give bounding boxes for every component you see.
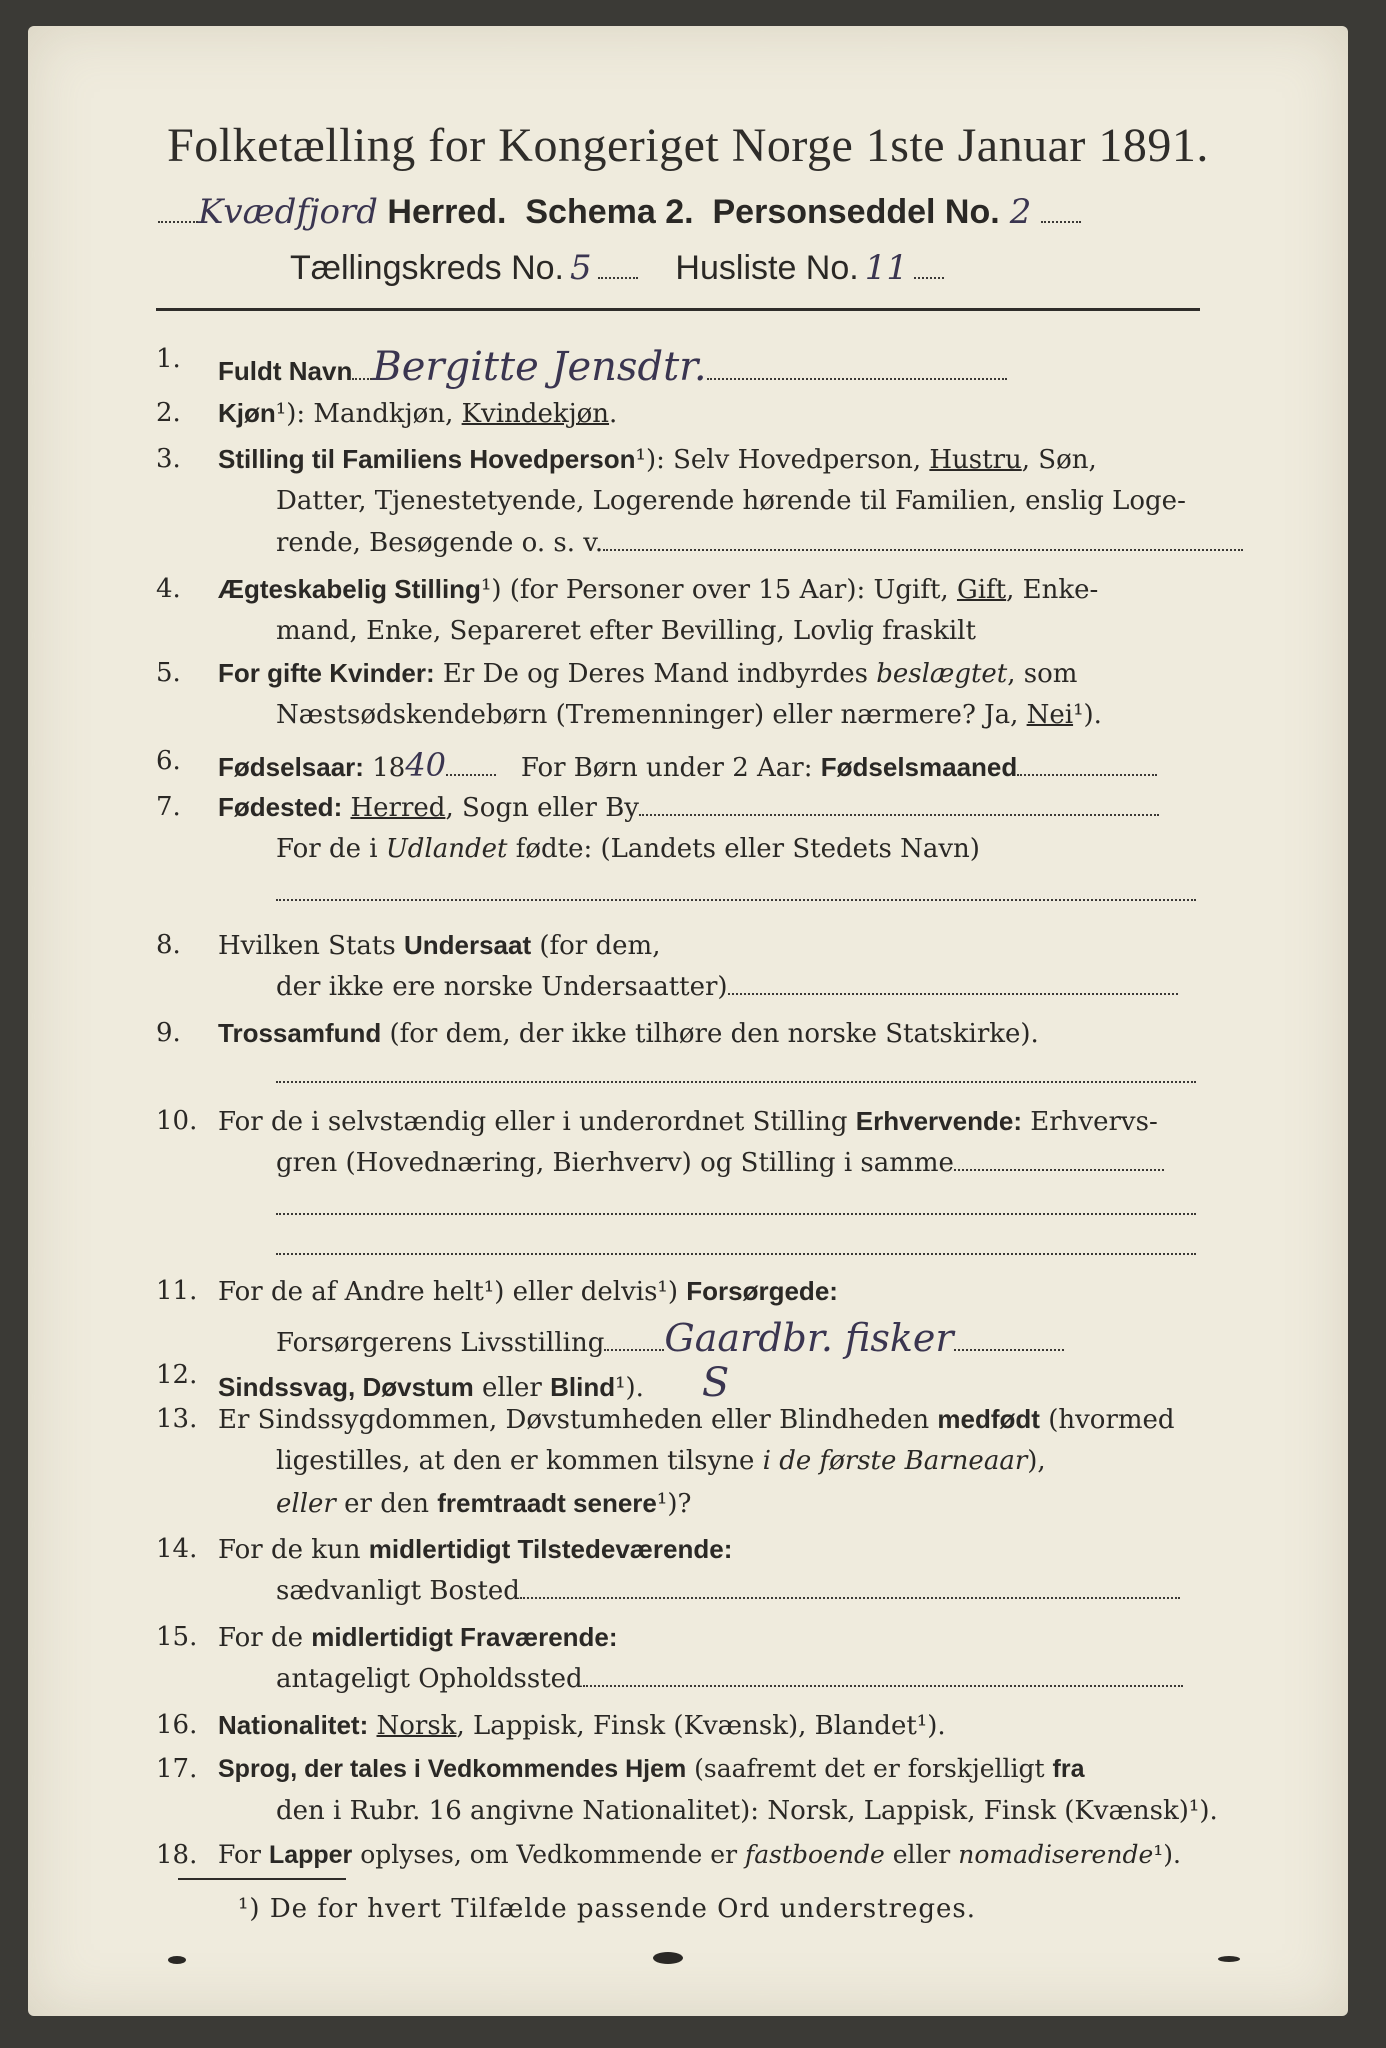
item-number: 9. <box>156 1018 181 1048</box>
husliste-number: 11 <box>864 248 908 288</box>
personseddel-label: Personseddel No. <box>712 193 1000 231</box>
ink-mark <box>1218 1956 1240 1962</box>
item-text-end: ¹). <box>1073 700 1102 730</box>
item-number: 4. <box>156 574 181 604</box>
item-text-line-end: fødte: (Landets eller Stedets Navn) <box>507 834 980 864</box>
year-value: 40 <box>405 746 447 784</box>
item-text: For de i selvstændig eller i underordnet Stilling <box>218 1107 856 1137</box>
item-label: Undersaat <box>403 930 532 960</box>
item-number: 17. <box>156 1754 198 1784</box>
item-text: For Børn under 2 Aar: <box>520 753 821 783</box>
footnote-divider <box>178 1878 346 1880</box>
item-text: , Sogn eller By <box>445 793 639 823</box>
item-text-rest: (hvormed <box>1039 1405 1175 1435</box>
item-number: 18. <box>156 1840 198 1870</box>
schema-label: Schema 2. <box>525 193 694 231</box>
item-label: Sindssvag, Døvstum <box>218 1372 474 1402</box>
item-label-2: fra <box>1052 1755 1085 1783</box>
item-text-line: Datter, Tjenestetyende, Logerende hørende til Familien, enslig Loge- <box>276 486 1186 516</box>
item-text-rest: , Søn, <box>1021 445 1097 475</box>
item-text-line: er den <box>335 1489 438 1519</box>
item-label: Ægteskabelig Stilling <box>218 574 481 604</box>
item-text-line: Næstsødskendebørn (Tremenninger) eller nærmere? Ja, <box>276 700 1027 730</box>
item-text-rest: (for dem, <box>531 931 661 961</box>
selected-option: Norsk <box>376 1711 457 1741</box>
item-text-line: For de i <box>276 834 386 864</box>
selected-option: Kvindekjøn <box>461 399 610 429</box>
item-text: Er Sindssygdommen, Døvstumheden eller Blindheden <box>218 1405 938 1435</box>
item-text-line: sædvanligt Bosted <box>276 1576 520 1606</box>
item-italic: Udlandet <box>385 834 508 864</box>
item-number: 13. <box>156 1404 198 1434</box>
item-label: Sprog, der tales i Vedkommendes Hjem <box>218 1755 687 1783</box>
taellingskreds-number: 5 <box>569 248 592 288</box>
item-number: 10. <box>156 1106 198 1136</box>
item-number: 8. <box>156 930 181 960</box>
item-label: Kjøn <box>218 398 276 428</box>
item-number: 15. <box>156 1622 198 1652</box>
selected-option: Hustru <box>929 445 1022 475</box>
item-label: Forsørgede: <box>686 1276 838 1306</box>
item-text-rest: , Enke- <box>1006 575 1099 605</box>
item-text-line: rende, Besøgende o. s. v. <box>276 528 604 558</box>
item-label: Lapper <box>268 1841 353 1869</box>
item-number: 1. <box>156 344 181 374</box>
item-text: For de af Andre helt¹) eller delvis¹) <box>218 1277 687 1307</box>
item-text-line: antageligt Opholdssted <box>276 1664 583 1694</box>
item-italic: eller <box>276 1489 336 1519</box>
selected-option: Nei <box>1026 700 1074 730</box>
item-text: eller <box>473 1373 551 1403</box>
personseddel-number: 2 <box>1009 192 1032 232</box>
ink-mark <box>168 1956 186 1964</box>
item-label: Fuldt Navn <box>218 356 353 386</box>
taellingskreds-label: Tællingskreds No. <box>290 249 564 287</box>
item-text: ¹) (for Personer over 15 Aar): Ugift, <box>480 575 957 605</box>
item-text: (saafremt det er forskjelligt <box>686 1754 1053 1783</box>
item-text: , Lappisk, Finsk (Kvænsk), Blandet¹). <box>456 1711 946 1741</box>
item-number: 16. <box>156 1710 198 1740</box>
sindssvag-value: S <box>701 1360 730 1406</box>
item-text: Er De og Deres Mand indbyrdes <box>434 659 877 689</box>
item-number: 5. <box>156 658 181 688</box>
item-text: (for dem, der ikke tilhøre den norske Statskirke). <box>381 1019 1039 1049</box>
selected-option: Gift <box>956 575 1007 605</box>
item-text-line: der ikke ere norske Undersaatter) <box>276 972 728 1002</box>
item-italic: i de første Barneaar <box>762 1446 1028 1476</box>
header-divider <box>156 308 1200 311</box>
item-text-line: gren (Hovednæring, Bierhverv) og Stilling i samme <box>276 1148 954 1178</box>
item-text-line-end: ), <box>1027 1446 1046 1476</box>
form-title: Folketælling for Kongeriget Norge 1ste Januar 1891. <box>167 119 1209 172</box>
item-text-line: mand, Enke, Separeret efter Bevilling, Lovlig fraskilt <box>276 616 976 646</box>
header-line-herred <box>158 192 1081 232</box>
item-text-end: ¹). <box>615 1373 644 1403</box>
item-text-end: . <box>609 399 618 429</box>
item-label: medfødt <box>937 1404 1040 1434</box>
item-italic: fastboende <box>744 1840 885 1869</box>
item-number: 3. <box>156 444 181 474</box>
herred-name: Kvædfjord <box>198 192 378 232</box>
item-label: For gifte Kvinder: <box>218 658 435 688</box>
item-label: Stilling til Familiens Hovedperson <box>218 444 636 474</box>
selected-option: Herred <box>350 793 446 823</box>
item-number: 11. <box>156 1276 198 1306</box>
item-text-rest: , som <box>1007 659 1078 689</box>
item-text-rest: Erhvervs- <box>1021 1107 1158 1137</box>
item-text-rest: oplyses, om Vedkommende er <box>352 1840 745 1869</box>
footnote: ¹) De for hvert Tilfælde passende Ord understreges. <box>238 1894 977 1924</box>
item-text: ¹): Selv Hovedperson, <box>635 445 930 475</box>
item-number: 2. <box>156 398 181 428</box>
year-prefix: 18 <box>372 753 406 783</box>
item-label: Trossamfund <box>218 1018 382 1048</box>
item-label: midlertidigt Fraværende: <box>311 1622 618 1652</box>
item-label: Fødested: <box>218 792 343 822</box>
header-line-kreds <box>290 248 944 288</box>
item-label-2: Blind <box>550 1372 616 1402</box>
item-text-line: den i Rubr. 16 angivne Nationalitet): Norsk, Lappisk, Finsk (Kvænsk)¹). <box>276 1796 1218 1826</box>
item-text-line-end: ¹)? <box>656 1489 692 1519</box>
item-italic-2: nomadiserende <box>958 1840 1154 1869</box>
herred-label: Herred. <box>387 193 507 231</box>
item-label: Erhvervende: <box>855 1106 1022 1136</box>
item-text-end: ¹). <box>1153 1840 1181 1869</box>
item-number: 6. <box>156 746 181 776</box>
item-number: 7. <box>156 792 181 822</box>
item-label: Nationalitet: <box>218 1710 369 1740</box>
name-value: Bergitte Jensdtr. <box>372 344 707 390</box>
item-text: For de kun <box>218 1535 369 1565</box>
item-number: 12. <box>156 1360 198 1390</box>
ink-mark <box>653 1952 683 1964</box>
item-label: Fødselsaar: <box>218 752 364 782</box>
item-italic: beslægtet <box>876 659 1008 689</box>
item-text: For <box>218 1840 269 1869</box>
item-label: midlertidigt Tilstedeværende: <box>368 1534 733 1564</box>
item-label-2: Fødselsmaaned <box>820 752 1018 782</box>
item-text-line: Forsørgerens Livsstilling <box>276 1328 605 1358</box>
husliste-label: Husliste No. <box>675 249 859 287</box>
item-number: 14. <box>156 1534 198 1564</box>
item-label-2: fremtraadt senere <box>437 1488 657 1518</box>
livsstilling-value: Gaardbr. fisker <box>664 1316 954 1360</box>
item-text-line: ligestilles, at den er kommen tilsyne <box>276 1446 763 1476</box>
item-text: ¹): Mandkjøn, <box>275 399 462 429</box>
item-text-mid: eller <box>884 1840 959 1869</box>
item-text: For de <box>218 1623 312 1653</box>
census-form-sheet <box>28 26 1348 2016</box>
item-text: Hvilken Stats <box>218 931 404 961</box>
